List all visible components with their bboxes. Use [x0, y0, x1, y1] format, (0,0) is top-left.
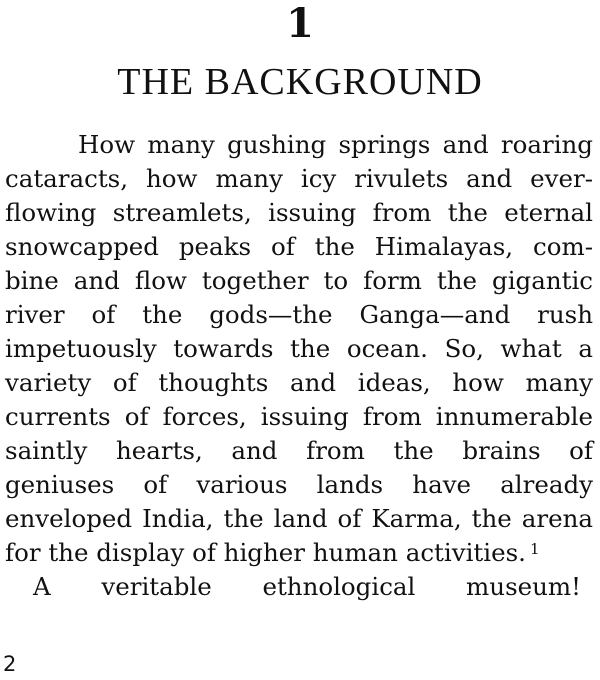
text-line-content: for the display of higher human activities. — [5, 538, 526, 567]
text-line: geniuses of various lands have already — [5, 470, 593, 499]
text-line: A veritable ethnological museum! — [33, 572, 581, 601]
text-line: flowing streamlets, issuing from the eternal — [5, 198, 593, 227]
text-line: impetuously towards the ocean. So, what a — [5, 334, 593, 363]
text-line: river of the gods—the Ganga—and rush — [5, 300, 593, 329]
page-number: 2 — [3, 652, 17, 676]
body-text — [5, 128, 593, 604]
chapter-title: THE BACKGROUND — [117, 61, 483, 103]
chapter-number: 1 — [286, 0, 314, 47]
text-line-last — [5, 536, 593, 570]
text-line: snowcapped peaks of the Himalayas, com- — [5, 232, 593, 261]
text-line: currents of forces, issuing from innumerable — [5, 402, 593, 431]
text-line: saintly hearts, and from the brains of — [5, 436, 593, 465]
text-line: variety of thoughts and ideas, how many — [5, 368, 593, 397]
text-line: enveloped India, the land of Karma, the arena — [5, 504, 593, 533]
footnote-marker[interactable]: 1 — [529, 540, 540, 558]
text-line: cataracts, how many icy rivulets and ever- — [5, 164, 593, 193]
text-line: How many gushing springs and roaring — [78, 130, 593, 159]
text-line: bine and flow together to form the gigantic — [5, 266, 593, 295]
